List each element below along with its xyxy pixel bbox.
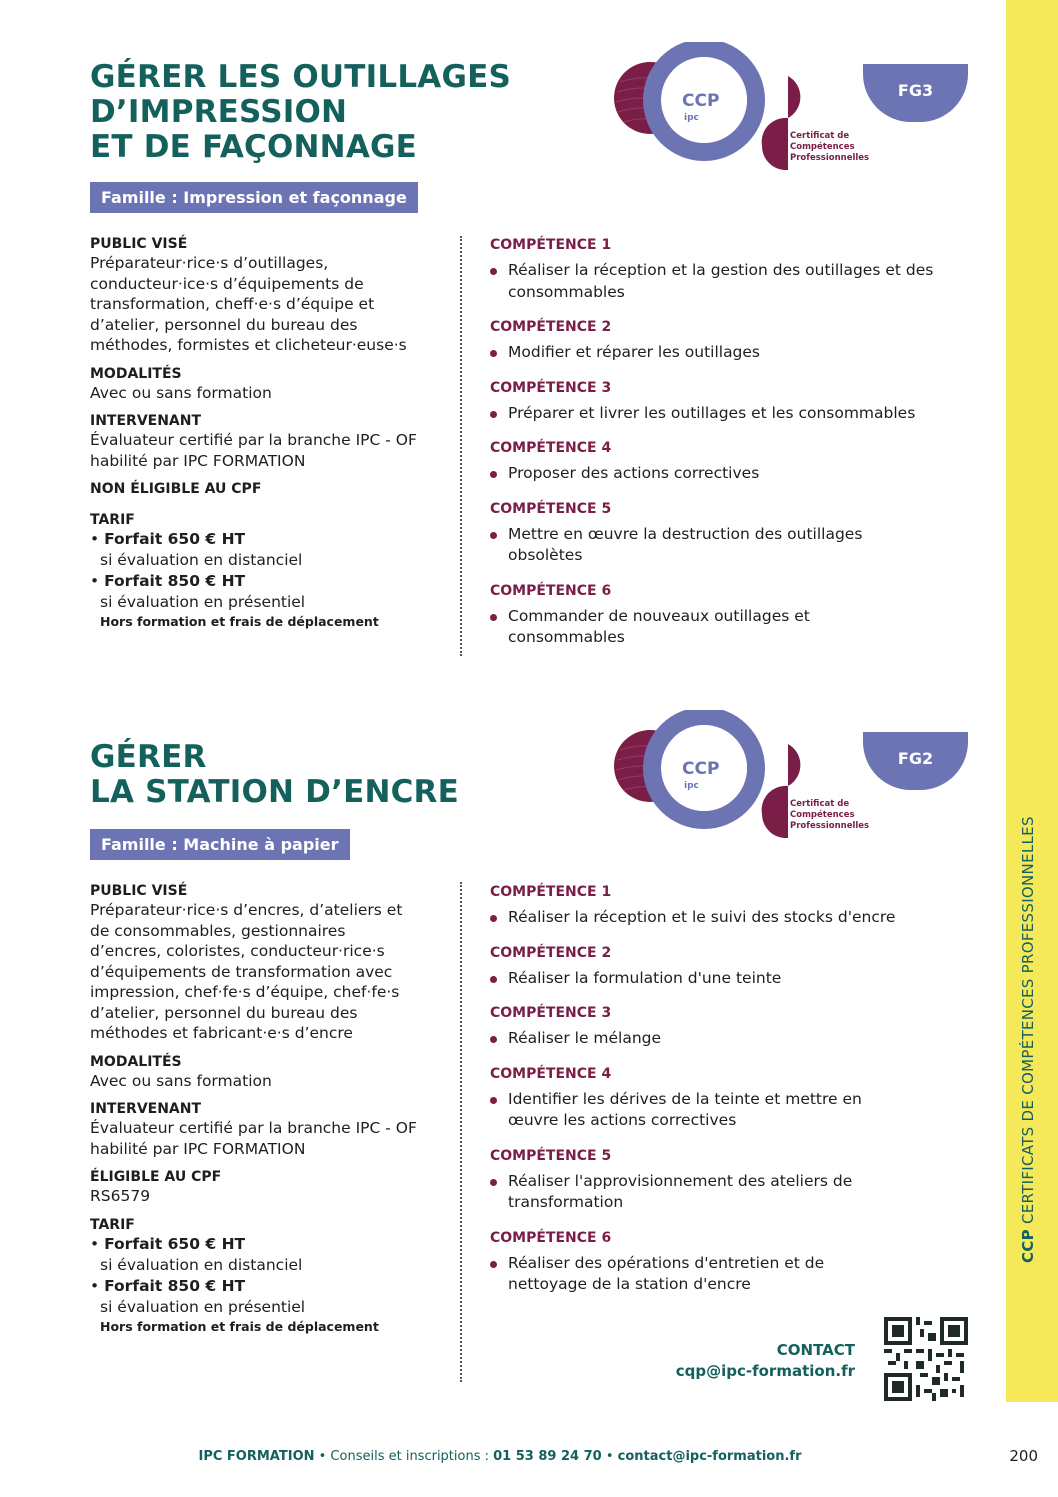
sidebar-title: CCP CERTIFICATS DE COMPÉTENCES PROFESSIONNELLES bbox=[1019, 816, 1037, 1263]
price-1-sub: si évaluation en distanciel bbox=[100, 551, 303, 569]
competence-item: COMPÉTENCE 6 Réaliser des opérations d'entretien et de nettoyage de la station d'encre bbox=[490, 1229, 825, 1293]
modalites-label: MODALITÉS bbox=[90, 1053, 182, 1070]
price-2-sub: si évaluation en présentiel bbox=[100, 1297, 306, 1316]
bullet-icon bbox=[490, 1036, 497, 1043]
bullet-icon bbox=[490, 614, 497, 621]
public-text: Préparateur·rice·s d’outillages, conducteur·ice·s d’équipements de transformation, cheff·e·s d’équipe et d’atelier, personnel du bureau des méthodes, formistes et clicheteur·euse·s bbox=[90, 254, 407, 354]
logo-line1: Certificat de bbox=[790, 131, 850, 141]
cpf-code: RS6579 bbox=[90, 1187, 151, 1205]
competence-item: COMPÉTENCE 5 Mettre en œuvre la destruction des outillages obsolètes bbox=[490, 500, 863, 564]
bullet-icon bbox=[490, 976, 497, 983]
family-tag: Famille : Machine à papier bbox=[90, 829, 350, 860]
competence-item: COMPÉTENCE 1 Réaliser la réception et le suivi des stocks d'encre bbox=[490, 884, 896, 926]
bullet-icon bbox=[490, 915, 497, 922]
price-note: Hors formation et frais de déplacement bbox=[100, 614, 379, 629]
public-label: PUBLIC VISÉ bbox=[90, 236, 188, 252]
bullet-icon bbox=[490, 268, 497, 275]
cpf-label: NON ÉLIGIBLE AU CPF bbox=[90, 481, 262, 497]
contact-email[interactable]: cqp@ipc-formation.fr bbox=[675, 1362, 855, 1380]
bullet-icon bbox=[490, 1179, 497, 1186]
bullet-icon bbox=[490, 532, 497, 539]
footer-brand: IPC FORMATION bbox=[198, 1449, 315, 1464]
footer-phone[interactable]: 01 53 89 24 70 bbox=[493, 1449, 602, 1464]
competences-list bbox=[490, 882, 896, 1310]
column-divider bbox=[460, 236, 462, 656]
competence-item: COMPÉTENCE 2 Réaliser la formulation d'une teinte bbox=[490, 944, 782, 987]
modalites-text: Avec ou sans formation bbox=[90, 1071, 272, 1090]
competence-item: COMPÉTENCE 6 Commander de nouveaux outillages et consommables bbox=[490, 582, 810, 646]
price-1: • Forfait 650 € HT bbox=[90, 530, 246, 548]
tarif-label: TARIF bbox=[90, 1216, 135, 1233]
intervenant-label: INTERVENANT bbox=[90, 1101, 202, 1117]
cpf-label: ÉLIGIBLE AU CPF bbox=[90, 1169, 222, 1185]
column-divider bbox=[460, 882, 462, 1382]
competence-item: COMPÉTENCE 3 Réaliser le mélange bbox=[490, 1005, 662, 1047]
info-column bbox=[90, 883, 417, 1336]
competence-item: COMPÉTENCE 2 Modifier et réparer les outillages bbox=[490, 319, 761, 361]
section-title: GÉRER LA STATION D’ENCRE bbox=[90, 739, 459, 810]
bullet-icon bbox=[490, 471, 497, 478]
logo-ipc-text: ipc bbox=[684, 781, 699, 791]
footer: IPC FORMATION • Conseils et inscriptions : 01 53 89 24 70 • contact@ipc-formation.fr bbox=[198, 1449, 802, 1464]
ccp-logo bbox=[612, 42, 874, 170]
code-badge: FG3 bbox=[863, 64, 968, 122]
intervenant-text: Évaluateur certifié par la branche IPC - OF habilité par IPC FORMATION bbox=[90, 431, 417, 470]
contact-block bbox=[676, 1340, 855, 1382]
page-number: 200 bbox=[1009, 1447, 1038, 1465]
tarif-label: TARIF bbox=[90, 512, 135, 528]
footer-middle: • Conseils et inscriptions : bbox=[314, 1449, 494, 1464]
sidebar-band bbox=[1006, 0, 1058, 1402]
competence-item: COMPÉTENCE 5 Réaliser l'approvisionnement des ateliers de transformation bbox=[490, 1147, 853, 1211]
competence-item: COMPÉTENCE 4 Proposer des actions correctives bbox=[490, 440, 760, 482]
competence-item: COMPÉTENCE 4 Identifier les dérives de la teinte et mettre en œuvre les actions correctives bbox=[490, 1065, 862, 1129]
modalites-text: Avec ou sans formation bbox=[90, 383, 272, 402]
price-2-sub: si évaluation en présentiel bbox=[100, 593, 306, 611]
bullet-icon bbox=[490, 1261, 497, 1268]
price-1: • Forfait 650 € HT bbox=[90, 1234, 246, 1253]
logo-line3: Professionnelles bbox=[790, 821, 870, 831]
modalites-label: MODALITÉS bbox=[90, 365, 182, 382]
logo-line2: Compétences bbox=[790, 810, 855, 820]
logo-line2: Compétences bbox=[790, 142, 855, 152]
contact-label: CONTACT bbox=[776, 1341, 855, 1359]
competence-item: COMPÉTENCE 3 Préparer et livrer les outillages et les consommables bbox=[490, 379, 916, 422]
intervenant-label: INTERVENANT bbox=[90, 413, 202, 429]
logo-ipc-text: ipc bbox=[684, 113, 699, 123]
price-2: • Forfait 850 € HT bbox=[90, 572, 246, 590]
price-2: • Forfait 850 € HT bbox=[90, 1276, 246, 1295]
intervenant-text: Évaluateur certifié par la branche IPC - OF habilité par IPC FORMATION bbox=[90, 1119, 417, 1158]
logo-ccp-text: CCP bbox=[682, 759, 720, 779]
ccp-logo bbox=[612, 710, 874, 838]
price-1-sub: si évaluation en distanciel bbox=[100, 1255, 303, 1274]
logo-line3: Professionnelles bbox=[790, 153, 870, 163]
bullet-icon bbox=[490, 350, 497, 357]
public-label: PUBLIC VISÉ bbox=[90, 883, 188, 899]
competence-item: COMPÉTENCE 1 Réaliser la réception et la gestion des outillages et des consommables bbox=[490, 237, 934, 301]
qr-code-icon[interactable] bbox=[884, 1317, 968, 1401]
competences-list bbox=[490, 235, 970, 663]
public-text: Préparateur·rice·s d’encres, d’ateliers et de consommables, gestionnaires d’encres, coloristes, conducteur·rice·s d’équipements de transformation avec impression, chef·fe·s d’équipe, chef·fe·s d’atelier, personnel du bureau des méthodes et fabricant·e·s d’encre bbox=[90, 901, 403, 1042]
logo-line1: Certificat de bbox=[790, 799, 850, 809]
bullet-icon bbox=[490, 411, 497, 418]
code-badge: FG2 bbox=[863, 732, 968, 790]
footer-email[interactable]: contact@ipc-formation.fr bbox=[617, 1449, 802, 1464]
family-tag: Famille : Impression et façonnage bbox=[90, 182, 418, 213]
price-note: Hors formation et frais de déplacement bbox=[100, 1318, 379, 1334]
section-title: GÉRER LES OUTILLAGES D’IMPRESSION ET DE FAÇONNAGE bbox=[90, 59, 512, 165]
bullet-icon bbox=[490, 1097, 497, 1104]
logo-ccp-text: CCP bbox=[682, 91, 720, 111]
info-column bbox=[90, 236, 440, 631]
